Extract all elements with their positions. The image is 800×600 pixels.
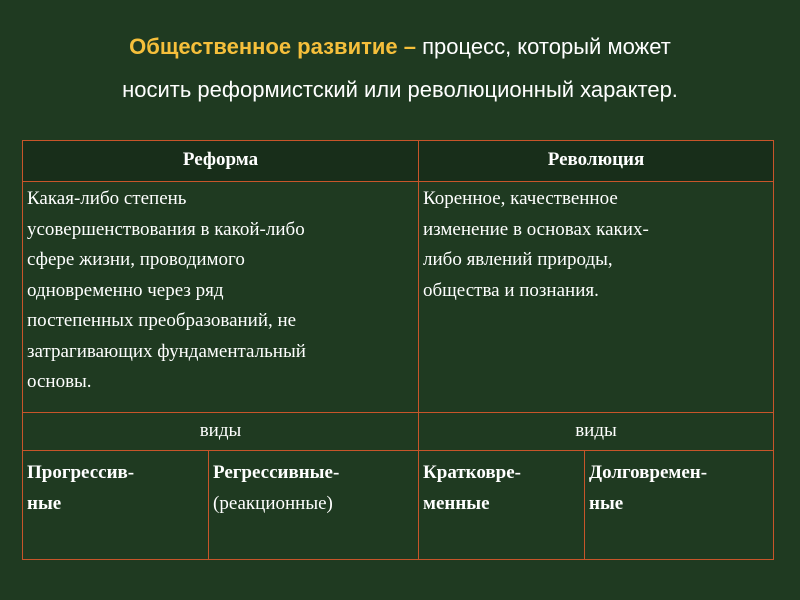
header-reform: Реформа <box>23 141 419 182</box>
reform-kinds-label: виды <box>23 413 419 451</box>
reform-description-line: усовершенствования в какой-либо <box>27 218 305 240</box>
reform-description-line: одновременно через ряд <box>27 279 224 301</box>
type-line: ные <box>27 493 62 514</box>
type-line: менные <box>423 493 490 514</box>
type-line: Регрессивные- <box>213 462 340 483</box>
headline-definition: процесс, который может <box>422 34 671 59</box>
revolution-description-line: изменение в основах каких- <box>423 218 649 240</box>
headline-line-1 <box>0 33 800 61</box>
headline-dash: – <box>397 34 423 59</box>
type-line: (реакционные) <box>213 493 333 514</box>
reform-description-line: основы. <box>27 371 92 392</box>
revolution-type-long-term <box>585 451 773 559</box>
revolution-type-short-term <box>419 451 585 559</box>
revolution-description-line: Коренное, качественное <box>423 188 618 209</box>
reform-description-line: постепенных преобразований, не <box>27 310 297 331</box>
reform-description-line: Какая-либо степень <box>27 188 187 209</box>
revolution-description-line: общества и познания. <box>423 279 599 301</box>
reform-description-line: сфере жизни, проводимого <box>27 249 245 270</box>
type-line: ные <box>589 493 624 514</box>
revolution-description-line: либо явлений природы, <box>423 249 613 270</box>
type-line: Кратковре- <box>423 462 521 483</box>
type-line: Прогрессив- <box>27 462 135 483</box>
comparison-table <box>22 140 774 560</box>
type-line: Долговремен- <box>589 462 708 483</box>
revolution-description <box>419 182 773 413</box>
reform-type-regressive <box>209 451 419 559</box>
revolution-kinds-label: виды <box>419 413 773 451</box>
headline-term: Общественное развитие <box>129 34 398 59</box>
reform-description-line: затрагивающих фундаментальный <box>27 340 306 362</box>
reform-type-progressive <box>23 451 209 559</box>
reform-description <box>23 182 419 413</box>
headline-line-2: носить реформистский или революционный характер. <box>122 77 678 102</box>
header-revolution: Революция <box>419 141 773 182</box>
